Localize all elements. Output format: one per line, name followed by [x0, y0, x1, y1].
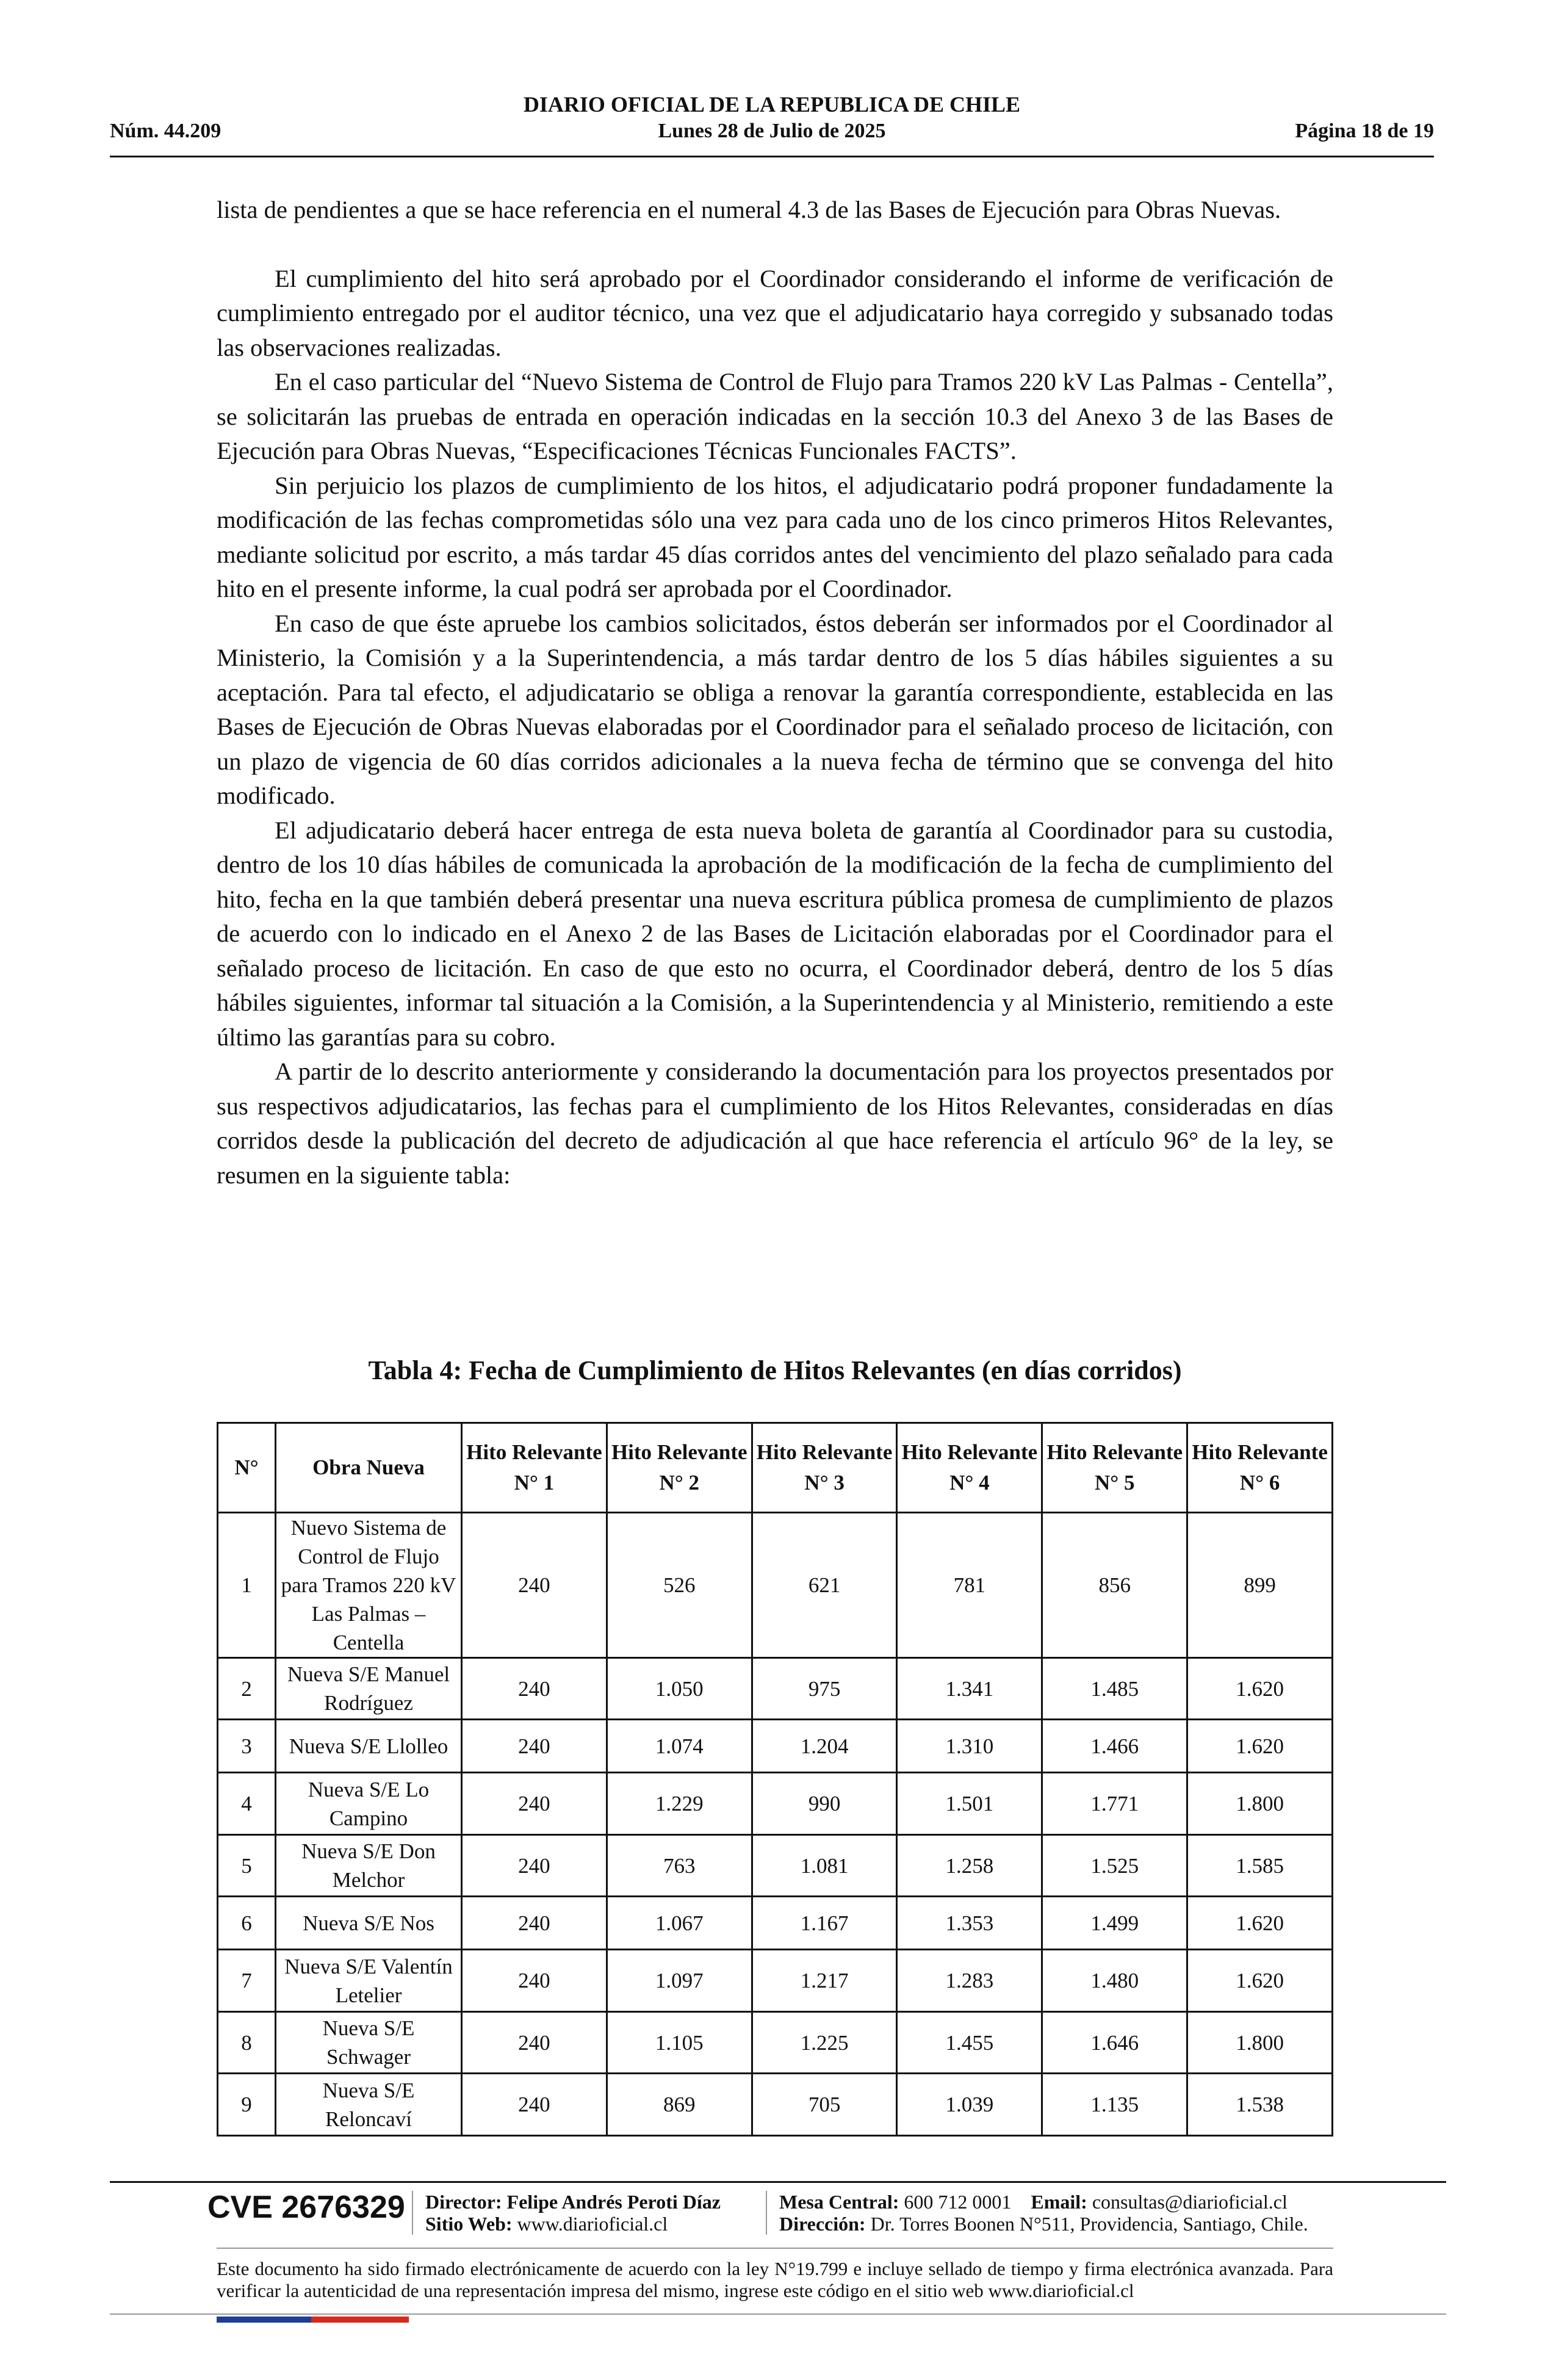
header-divider — [110, 156, 1434, 157]
footer-contact-block — [779, 2191, 1308, 2235]
table-cell: 1.105 — [607, 2012, 752, 2074]
paragraph: Sin perjuicio los plazos de cumplimiento de los hitos, el adjudicatario podrá proponer fundadamente la modificación de las fechas comprometidas sólo una vez para cada uno de los cinco primeros Hitos Relevantes, mediante solicitud por escrito, a más tardar 45 días corridos antes del vencimiento del plazo señalado para cada hito en el presente informe, la cual podrá ser aprobada por el Coordinador. — [217, 471, 1333, 602]
column-header: Hito Relevante N° 5 — [1042, 1423, 1187, 1513]
table-cell: 1.050 — [607, 1658, 752, 1720]
table-cell: 1.771 — [1042, 1773, 1187, 1835]
table-cell: 1.310 — [897, 1720, 1042, 1773]
table-caption: Tabla 4: Fecha de Cumplimiento de Hitos Relevantes (en días corridos) — [368, 1355, 1182, 1385]
publication-title: DIARIO OFICIAL DE LA REPUBLICA DE CHILE — [523, 92, 1021, 117]
table-row — [218, 1897, 1333, 1950]
table-cell: 1.525 — [1042, 1835, 1187, 1897]
table-cell: 1.646 — [1042, 2012, 1187, 2074]
table-cell: 1.620 — [1187, 1658, 1333, 1720]
table-cell: 1.499 — [1042, 1897, 1187, 1950]
email-label: Email: — [1031, 2191, 1087, 2213]
table-cell: 1.485 — [1042, 1658, 1187, 1720]
table-cell: 240 — [462, 1835, 607, 1897]
table-row — [218, 1835, 1333, 1897]
flag-stripe-blue — [217, 2317, 311, 2323]
flag-stripe-red — [311, 2317, 409, 2323]
table-cell: 240 — [462, 2074, 607, 2136]
table-cell: 1.258 — [897, 1835, 1042, 1897]
table-cell: 240 — [462, 1658, 607, 1720]
table-cell: 1.081 — [752, 1835, 897, 1897]
table-cell: Nueva S/E Schwager — [276, 2012, 462, 2074]
issue-number: Núm. 44.209 — [110, 120, 222, 142]
paragraph: lista de pendientes a que se hace referencia en el numeral 4.3 de las Bases de Ejecución para Obras Nuevas. — [217, 196, 1281, 223]
table-cell: 7 — [218, 1950, 276, 2012]
table-cell: 1.620 — [1187, 1720, 1333, 1773]
table-cell: 1.620 — [1187, 1897, 1333, 1950]
table-cell: 3 — [218, 1720, 276, 1773]
body-text — [217, 193, 1333, 1192]
table-cell: 240 — [462, 1720, 607, 1773]
footer-divider — [110, 2181, 1446, 2183]
table-cell: 1.620 — [1187, 1950, 1333, 2012]
table-cell: 240 — [462, 1773, 607, 1835]
milestones-table — [217, 1422, 1333, 2137]
table-cell: 1.501 — [897, 1773, 1042, 1835]
table-cell: 621 — [752, 1513, 897, 1658]
director-label: Director: — [425, 2191, 502, 2213]
website-link[interactable]: www.diarioficial.cl — [517, 2213, 668, 2235]
table-cell: 990 — [752, 1773, 897, 1835]
table-cell: 1.229 — [607, 1773, 752, 1835]
table-row — [218, 2074, 1333, 2136]
table-cell: 240 — [462, 2012, 607, 2074]
cve-code: CVE 2676329 — [207, 2190, 405, 2225]
table-cell: 4 — [218, 1773, 276, 1835]
footer-note-divider — [217, 2248, 1333, 2249]
table-row — [218, 1658, 1333, 1720]
table-cell: 1.466 — [1042, 1720, 1187, 1773]
address-text: Dr. Torres Boonen N°511, Providencia, Santiago, Chile. — [870, 2213, 1308, 2235]
address-label: Dirección: — [779, 2213, 866, 2235]
footer-bottom-rule — [110, 2313, 1446, 2315]
website-label: Sitio Web: — [425, 2213, 513, 2235]
table-cell: 1.217 — [752, 1950, 897, 2012]
table-cell: 6 — [218, 1897, 276, 1950]
table-cell: 763 — [607, 1835, 752, 1897]
table-cell: 240 — [462, 1950, 607, 2012]
page-number: Página 18 de 19 — [1295, 120, 1434, 142]
table-cell: 1.341 — [897, 1658, 1042, 1720]
column-header: Hito Relevante N° 4 — [897, 1423, 1042, 1513]
table-cell: 869 — [607, 2074, 752, 2136]
email-link[interactable]: consultas@diarioficial.cl — [1092, 2191, 1288, 2213]
table-row — [218, 1773, 1333, 1835]
column-header: Obra Nueva — [276, 1423, 462, 1513]
table-row — [218, 1950, 1333, 2012]
issue-date: Lunes 28 de Julio de 2025 — [658, 120, 886, 142]
phone-number: 600 712 0001 — [904, 2191, 1012, 2213]
column-header: Hito Relevante N° 2 — [607, 1423, 752, 1513]
table-cell: 1.800 — [1187, 2012, 1333, 2074]
table-cell: Nueva S/E Lo Campino — [276, 1773, 462, 1835]
table-cell: Nueva S/E Manuel Rodríguez — [276, 1658, 462, 1720]
table-cell: 1 — [218, 1513, 276, 1658]
table-cell: 705 — [752, 2074, 897, 2136]
table-row — [218, 2012, 1333, 2074]
table-cell: 1.800 — [1187, 1773, 1333, 1835]
table-cell: 1.167 — [752, 1897, 897, 1950]
table-row — [218, 1513, 1333, 1658]
table-cell: 5 — [218, 1835, 276, 1897]
table-cell: 1.538 — [1187, 2074, 1333, 2136]
paragraph: A partir de lo descrito anteriormente y considerando la documentación para los proyectos presentados por sus respectivos adjudicatarios, las fechas para el cumplimiento de los Hitos Relevantes, consideradas en días corridos desde la publicación del decreto de adjudicación al que hace referencia el artículo 96° de la ley, se resumen en la siguiente tabla: — [217, 1058, 1333, 1189]
table-header-row — [218, 1423, 1333, 1513]
table-cell: Nueva S/E Nos — [276, 1897, 462, 1950]
table-cell: 526 — [607, 1513, 752, 1658]
footer-director-block — [425, 2191, 721, 2235]
table-cell: 1.067 — [607, 1897, 752, 1950]
table-cell: Nuevo Sistema de Control de Flujo para Tramos 220 kV Las Palmas – Centella — [276, 1513, 462, 1658]
table-cell: Nueva S/E Valentín Letelier — [276, 1950, 462, 2012]
table-cell: 1.353 — [897, 1897, 1042, 1950]
paragraph: El cumplimiento del hito será aprobado por el Coordinador considerando el informe de verificación de cumplimiento entregado por el auditor técnico, una vez que el adjudicatario haya corregido y subsanado todas las observaciones realizadas. — [217, 264, 1333, 361]
director-name: Felipe Andrés Peroti Díaz — [506, 2191, 721, 2213]
table-cell: 1.074 — [607, 1720, 752, 1773]
table-cell: 1.135 — [1042, 2074, 1187, 2136]
column-header: N° — [218, 1423, 276, 1513]
paragraph: En caso de que éste apruebe los cambios solicitados, éstos deberán ser informados por el Coordinador al Ministerio, la Comisión y a la Superintendencia, a más tardar dentro de los 5 días hábiles siguientes a su aceptación. Para tal efecto, el adjudicatario se obliga a renovar la garantía correspondiente, establecida en las Bases de Ejecución de Obras Nuevas elaboradas por el Coordinador para el señalado proceso de licitación, con un plazo de vigencia de 60 días corridos adicionales a la nueva fecha de término que se convenga del hito modificado. — [217, 609, 1333, 809]
table-cell: 2 — [218, 1658, 276, 1720]
column-header: Hito Relevante N° 1 — [462, 1423, 607, 1513]
table-row — [218, 1720, 1333, 1773]
table-cell: 1.455 — [897, 2012, 1042, 2074]
table-cell: 1.225 — [752, 2012, 897, 2074]
column-header: Hito Relevante N° 3 — [752, 1423, 897, 1513]
table-cell: 1.204 — [752, 1720, 897, 1773]
table-cell: 1.283 — [897, 1950, 1042, 2012]
table-cell: 899 — [1187, 1513, 1333, 1658]
table-cell: Nueva S/E Llolleo — [276, 1720, 462, 1773]
table-cell: 1.039 — [897, 2074, 1042, 2136]
table-cell: 9 — [218, 2074, 276, 2136]
table-cell: 1.480 — [1042, 1950, 1187, 2012]
table-cell: 856 — [1042, 1513, 1187, 1658]
column-header: Hito Relevante N° 6 — [1187, 1423, 1333, 1513]
footer-separator — [412, 2191, 413, 2235]
table-cell: 240 — [462, 1513, 607, 1658]
footer-separator — [766, 2191, 767, 2235]
table-cell: Nueva S/E Don Melchor — [276, 1835, 462, 1897]
table-cell: 240 — [462, 1897, 607, 1950]
paragraph: El adjudicatario deberá hacer entrega de esta nueva boleta de garantía al Coordinador para su custodia, dentro de los 10 días hábiles de comunicada la aprobación de la modificación de la fecha de cumplimiento del hito, fecha en la que también deberá presentar una nueva escritura pública promesa de cumplimiento de plazos de acuerdo con lo indicado en el Anexo 2 de las Bases de Licitación elaboradas por el Coordinador para el señalado proceso de licitación. En caso de que esto no ocurra, el Coordinador deberá, dentro de los 5 días hábiles siguientes, informar tal situación a la Comisión, a la Superintendencia y al Ministerio, remitiendo a este último las garantías para su cobro. — [217, 816, 1333, 1051]
table-cell: 1.097 — [607, 1950, 752, 2012]
table-cell: Nueva S/E Reloncaví — [276, 2074, 462, 2136]
table-cell: 975 — [752, 1658, 897, 1720]
signature-note: Este documento ha sido firmado electrónicamente de acuerdo con la ley N°19.799 e incluye sellado de tiempo y firma electrónica avanzada. Para verificar la autenticidad de una representación impresa del mismo, ingrese este código en el sitio web www.diarioficial.cl — [217, 2258, 1333, 2301]
paragraph: En el caso particular del “Nuevo Sistema de Control de Flujo para Tramos 220 kV Las Palmas - Centella”, se solicitarán las pruebas de entrada en operación indicadas en la sección 10.3 del Anexo 3 de las Bases de Ejecución para Obras Nuevas, “Especificaciones Técnicas Funcionales FACTS”. — [217, 368, 1333, 464]
table-cell: 781 — [897, 1513, 1042, 1658]
table-cell: 8 — [218, 2012, 276, 2074]
phone-label: Mesa Central: — [779, 2191, 899, 2213]
table-cell: 1.585 — [1187, 1835, 1333, 1897]
page-header — [110, 92, 1434, 160]
